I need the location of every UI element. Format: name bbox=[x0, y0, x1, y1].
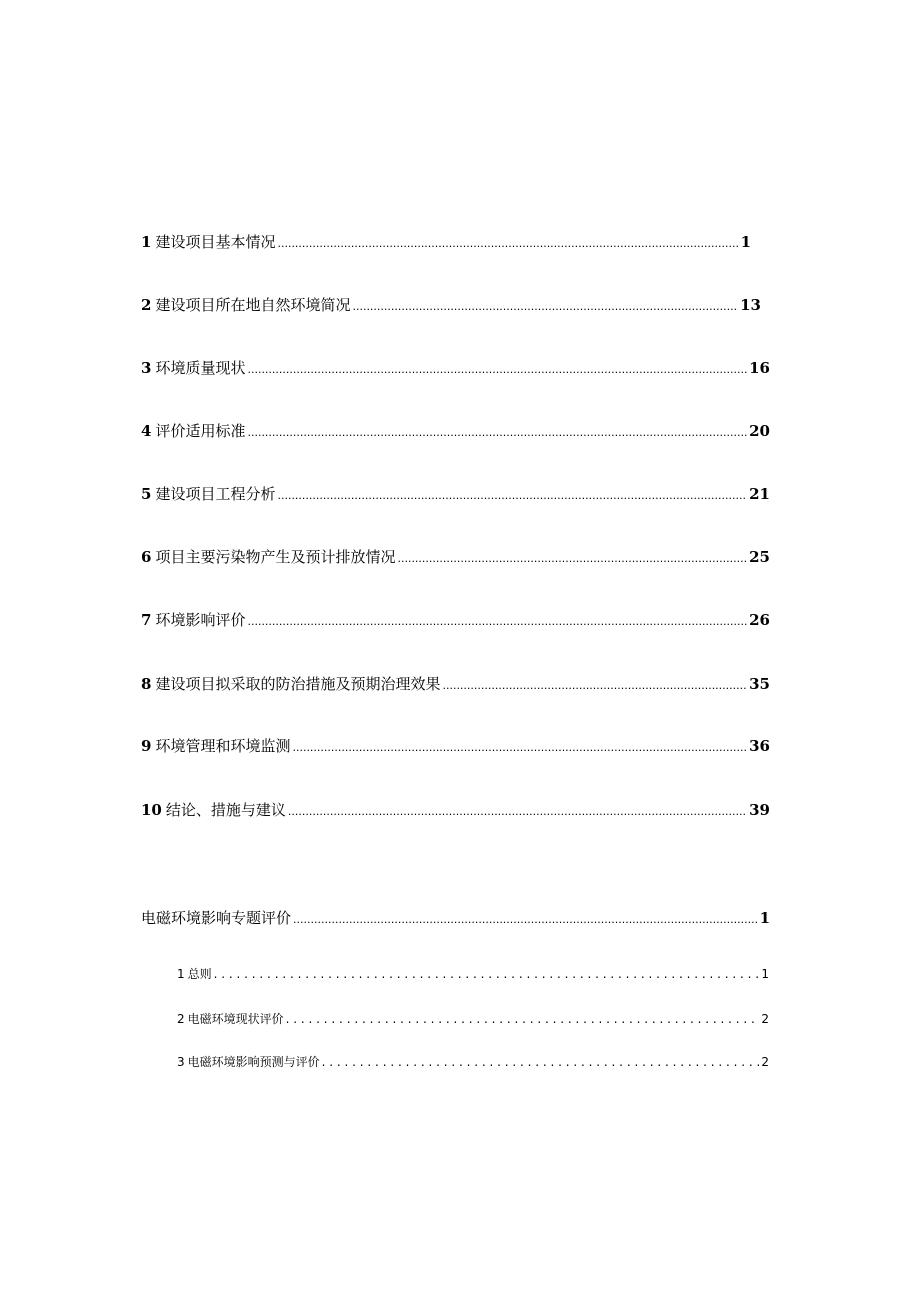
toc-entry-page: 20 bbox=[749, 422, 770, 440]
toc-entry-9[interactable] bbox=[141, 735, 770, 756]
toc-entry-number: 7 bbox=[141, 611, 152, 629]
toc-entry-2[interactable] bbox=[141, 294, 761, 315]
toc-entry-3[interactable] bbox=[141, 357, 770, 378]
toc-entry-page: 39 bbox=[749, 801, 770, 819]
toc-entry-page: 25 bbox=[749, 548, 770, 566]
toc-entry-title: 电磁环境现状评价 bbox=[187, 1012, 284, 1026]
toc-entry-title: 建设项目基本情况 bbox=[155, 233, 276, 251]
dot-leader bbox=[397, 552, 747, 565]
toc-entry-4[interactable] bbox=[141, 420, 770, 441]
toc-entry-6[interactable] bbox=[141, 546, 770, 567]
toc-entry-title: 总则 bbox=[187, 967, 212, 981]
toc-entry-page: 21 bbox=[749, 485, 770, 503]
toc-entry-title: 评价适用标准 bbox=[155, 422, 246, 440]
toc-entry-page: 2 bbox=[761, 1055, 769, 1069]
toc-sub-entry-2[interactable] bbox=[177, 1010, 769, 1027]
toc-sub-entry-3[interactable] bbox=[177, 1053, 769, 1070]
toc-entry-page: 36 bbox=[749, 737, 770, 755]
dot-leader bbox=[442, 679, 747, 692]
toc-entry-number: 8 bbox=[141, 675, 152, 693]
toc-sub-entry-1[interactable] bbox=[177, 965, 769, 982]
toc-entry-title: 环境管理和环境监测 bbox=[155, 737, 291, 755]
toc-entry-title: 结论、措施与建议 bbox=[165, 801, 286, 819]
toc-entry-page: 1 bbox=[761, 967, 769, 981]
dot-leader bbox=[277, 489, 747, 502]
dot-leader bbox=[247, 426, 747, 439]
dot-leader bbox=[288, 805, 747, 818]
toc-entry-page: 2 bbox=[761, 1012, 769, 1026]
dot-leader bbox=[247, 363, 747, 376]
toc-entry-title: 项目主要污染物产生及预计排放情况 bbox=[155, 548, 396, 566]
toc-entry-title: 环境影响评价 bbox=[155, 611, 246, 629]
dot-leader bbox=[352, 300, 738, 313]
toc-entry-page: 16 bbox=[749, 359, 770, 377]
toc-entry-number: 5 bbox=[141, 485, 152, 503]
dot-leader bbox=[322, 1055, 760, 1069]
toc-entry-page: 13 bbox=[740, 296, 761, 314]
toc-entry-number: 2 bbox=[141, 296, 152, 314]
toc-entry-number: 1 bbox=[177, 967, 185, 981]
toc-entry-10[interactable] bbox=[141, 799, 770, 820]
toc-entry-number: 1 bbox=[141, 233, 152, 251]
toc-entry-number: 2 bbox=[177, 1012, 185, 1026]
toc-entry-title: 电磁环境影响专题评价 bbox=[141, 909, 292, 927]
toc-entry-title: 环境质量现状 bbox=[155, 359, 246, 377]
dot-leader bbox=[214, 967, 760, 981]
toc-entry-title: 建设项目拟采取的防治措施及预期治理效果 bbox=[155, 675, 441, 693]
toc-entry-number: 9 bbox=[141, 737, 152, 755]
dot-leader bbox=[277, 237, 738, 250]
toc-entry-page: 26 bbox=[749, 611, 770, 629]
dot-leader bbox=[247, 615, 747, 628]
toc-entry-special-topic[interactable] bbox=[141, 907, 770, 928]
toc-entry-page: 1 bbox=[740, 233, 751, 251]
toc-entry-number: 6 bbox=[141, 548, 152, 566]
toc-entry-page: 35 bbox=[749, 675, 770, 693]
toc-entry-number: 3 bbox=[141, 359, 152, 377]
toc-entry-number: 3 bbox=[177, 1055, 185, 1069]
toc-entry-5[interactable] bbox=[141, 483, 770, 504]
toc-entry-7[interactable] bbox=[141, 609, 770, 630]
dot-leader bbox=[286, 1012, 760, 1026]
toc-entry-1[interactable] bbox=[141, 231, 751, 252]
toc-entry-title: 电磁环境影响预测与评价 bbox=[187, 1055, 320, 1069]
toc-entry-number: 4 bbox=[141, 422, 152, 440]
toc-entry-8[interactable] bbox=[141, 673, 770, 694]
toc-entry-page: 1 bbox=[759, 909, 770, 927]
toc-entry-title: 建设项目所在地自然环境简况 bbox=[155, 296, 351, 314]
dot-leader bbox=[292, 741, 747, 754]
dot-leader bbox=[293, 913, 758, 926]
toc-entry-title: 建设项目工程分析 bbox=[155, 485, 276, 503]
toc-entry-number: 10 bbox=[141, 801, 162, 819]
